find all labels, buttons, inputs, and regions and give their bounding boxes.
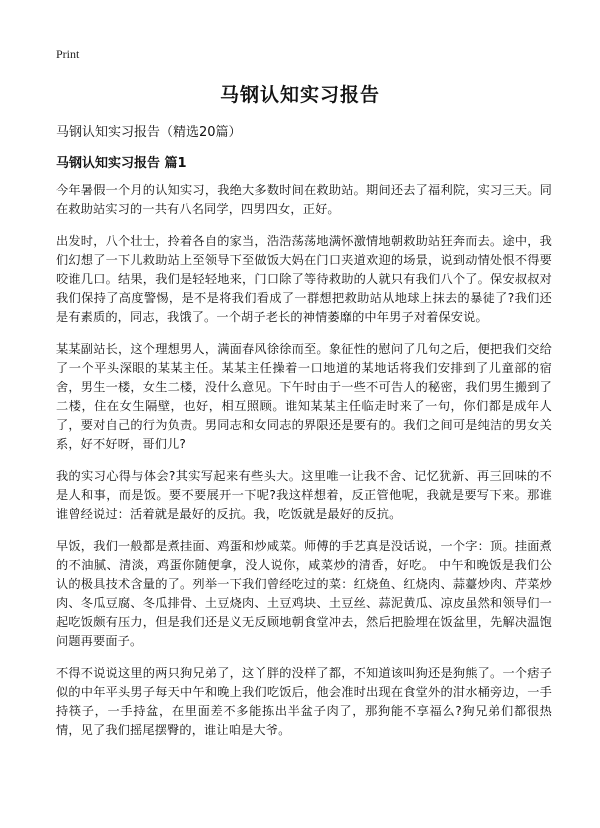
article-body [56, 181, 552, 753]
paragraph-2: 出发时，八个壮士，拎着各自的家当，浩浩荡荡地满怀激情地朝救助站狂奔而去。途中，我们幻想了一下儿救助站上至领导下至做饭大妈在门口夹道欢迎的场景，说到动情处恨不得要咬谁几口。结果，我们是轻轻地来，门口除了等待救助的人就只有我们八个了。保安叔叔对我们保持了高度警惕，是不是将我们看成了一群想把救助站从地球上抹去的暴徒了?我们还是有素质的，同志，我饿了。一个胡子老长的神情萎靡的中年男子对着保安说。 [56, 234, 552, 324]
document-title: 马钢认知实习报告 [219, 84, 380, 106]
paragraph-1: 今年暑假一个月的认知实习，我绝大多数时间在救助站。期间还去了福利院，实习三天。同在救助站实习的一共有八名同学，四男四女，正好。 [56, 183, 552, 216]
paragraph-6: 不得不说说这里的两只狗兄弟了，这丫胖的没样了都，不知道该叫狗还是狗熊了。一个痞子似的中年平头男子每天中午和晚上我们吃饭后，他会准时出现在食堂外的泔水桶旁边，一手持筷子，一手持盆，在里面差不多能拣出半盆子肉了，那狗能不享福么?狗兄弟们都很热情，见了我们摇尾摆臀的，谁让咱是大爷。 [56, 666, 552, 737]
paragraph-5: 早饭，我们一般都是煮挂面、鸡蛋和炒咸菜。师傅的手艺真是没话说，一个字：顶。挂面煮的不油腻、清淡，鸡蛋你随便拿，没人说你，咸菜炒的清香，好吃。 中午和晚饭是我们公认的极具技术含量的了。列举一下我们曾经吃过的菜：红烧鱼、红烧肉、蒜薹炒肉、芹菜炒肉、冬瓜豆腐、冬瓜排骨、土豆烧肉、土豆鸡块、土豆丝、蒜泥黄瓜、凉皮虽然和领导们一起吃饭颇有压力，但是我们还是义无反顾地朝食堂冲去，然后把脸埋在饭盆里，先解决温饱问题再要面子。 [56, 539, 552, 648]
section-heading: 马钢认知实习报告 篇1 [56, 156, 187, 171]
document-subtitle: 马钢认知实习报告（精选20篇） [56, 125, 242, 140]
print-link[interactable]: Print [56, 47, 80, 61]
paragraph-4: 我的实习心得与体会?其实写起来有些头大。这里唯一让我不舍、记忆犹新、再三回味的不是人和事，而是饭。要不要展开一下呢?我这样想着，反正管他呢，我就是要写下来。那谁谁曾经说过：活着就是最好的反抗。我，吃饭就是最好的反抗。 [56, 469, 552, 521]
paragraph-3: 某某副站长，这个理想男人，满面春风徐徐而至。象征性的慰问了几句之后，便把我们交给了一个平头深眼的某某主任。某某主任操着一口地道的某地话将我们安排到了儿童部的宿舍，男生一楼，女生二楼，没什么意见。下午时由于一些不可告人的秘密，我们男生搬到了二楼，住在女生隔壁，也好，相互照顾。谁知某某主任临走时来了一句，你们都是成年人了，要对自己的行为负责。男同志和女同志的界限还是要有的。我们之间可是纯洁的男女关系，好不好呀，哥们儿? [56, 342, 552, 451]
